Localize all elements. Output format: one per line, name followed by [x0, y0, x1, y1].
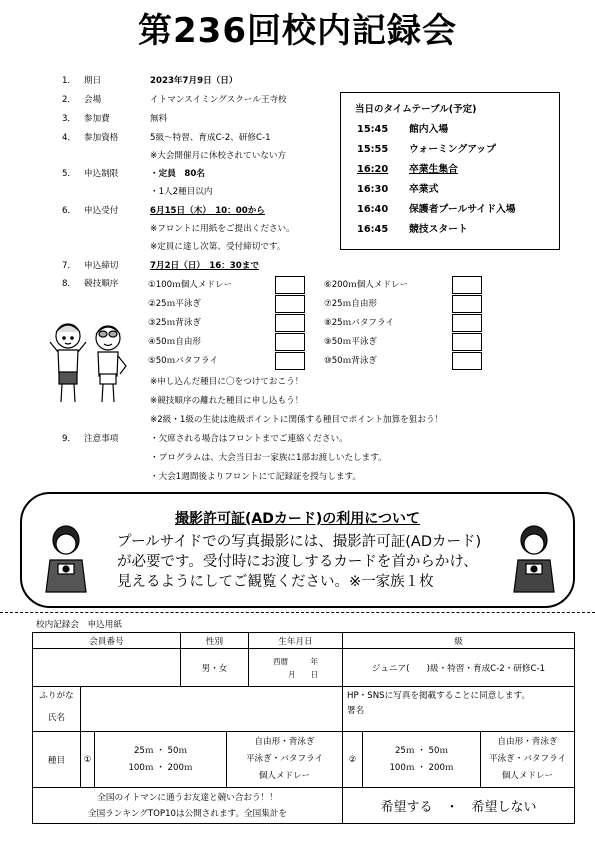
event-checkbox[interactable]: [275, 333, 305, 351]
banner-line: プールサイドでの写真撮影には、撮影許可証(ADカード): [117, 534, 482, 550]
event-item: ②25ｍ平泳ぎ: [148, 299, 202, 309]
note-accept-1: ※フロントに用紙をご提出ください。: [150, 224, 295, 234]
event-1-distance[interactable]: 25ｍ ・ 50ｍ 100ｍ ・ 200ｍ: [95, 732, 227, 788]
header-grade: 級: [343, 633, 575, 649]
timetable-box: [340, 92, 560, 250]
form-label: 校内記録会 申込用紙: [36, 620, 122, 630]
cut-line: [0, 612, 595, 613]
event-item: ⑧25ｍバタフライ: [324, 318, 394, 328]
grade-field[interactable]: ジュニア( )級・特習・育成C-2・研修C-1: [343, 649, 575, 687]
event-label: 種目: [33, 732, 81, 788]
note-caution-2: ・プログラムは、大会当日お一家族に1部お渡しいたします。: [150, 453, 387, 463]
event-checkbox[interactable]: [275, 276, 305, 294]
consent-text: HP・SNSに写真を掲載することに同意します。: [343, 687, 575, 704]
note-qualification: ※大会開催月に休校されていない方: [150, 151, 287, 161]
event-checkbox[interactable]: [275, 295, 305, 313]
staff-camera-right-icon: [506, 522, 564, 594]
timetable-row: 15:55 ウォーミングアップ: [357, 144, 496, 155]
event-checkbox[interactable]: [275, 314, 305, 332]
header-birthdate: 生年月日: [249, 633, 343, 649]
event-item: ⑩50ｍ背泳ぎ: [324, 356, 378, 366]
timetable-row: 16:40 保護者プールサイド入場: [357, 204, 516, 215]
application-form: [32, 632, 575, 824]
note-order-2: ※競技順序の離れた種目に申し込もう！: [150, 396, 304, 406]
furigana-label: ふりがな: [33, 687, 81, 704]
banner-line: が必要です。受付時にお渡しするカードを首からかけ、: [117, 554, 478, 570]
event-item: ④50ｍ自由形: [148, 337, 202, 347]
ranking-wish-option[interactable]: 希望する ・ 希望しない: [343, 788, 575, 824]
event-item: ⑨50ｍ平泳ぎ: [324, 337, 378, 347]
swimmer-kids-icon: [44, 316, 132, 408]
timetable-heading: 当日のタイムテーブル(予定): [355, 104, 477, 115]
name-field[interactable]: [81, 704, 343, 732]
note-caution-3: ・大会1週間後よりフロントにて記録証を授与します。: [150, 472, 362, 482]
note-limit: ・1人2種目以内: [150, 187, 213, 197]
event-1-style[interactable]: 自由形・背泳ぎ 平泳ぎ・バタフライ 個人メドレー: [227, 732, 343, 788]
event-checkbox[interactable]: [452, 314, 482, 332]
ranking-note: 全国のイトマンに通うお友達と競い合おう！！ 全国ランキングTOP10は公開されます。全国集計を: [33, 788, 343, 824]
timetable-row: 16:30 卒業式: [357, 184, 439, 195]
era-label: 西暦: [273, 656, 288, 666]
note-accept-2: ※定員に達し次第、受付締切です。: [150, 242, 286, 252]
timetable-row: 16:45 競技スタート: [357, 224, 468, 235]
event-2-distance[interactable]: 25ｍ ・ 50ｍ 100ｍ ・ 200ｍ: [363, 732, 481, 788]
event-item: ⑦25ｍ自由形: [324, 299, 378, 309]
gender-field[interactable]: 男・女: [181, 649, 249, 687]
event-item: ⑥200ｍ個人メドレー: [324, 280, 409, 290]
event-checkbox[interactable]: [452, 295, 482, 313]
event-item: ③25ｍ背泳ぎ: [148, 318, 202, 328]
event-checkbox[interactable]: [452, 333, 482, 351]
header-member-number: 会員番号: [33, 633, 181, 649]
note-order-3: ※2級・1級の生徒は進級ポイントに関係する種目でポイント加算を狙おう！: [150, 415, 444, 425]
furigana-field[interactable]: [81, 687, 343, 704]
staff-camera-left-icon: [36, 522, 94, 594]
signature-label: 署名: [347, 705, 365, 716]
member-number-field[interactable]: [33, 649, 181, 687]
event-1-number: ①: [81, 732, 95, 788]
event-checkbox[interactable]: [452, 276, 482, 294]
event-item: ①100ｍ個人メドレー: [148, 280, 233, 290]
birthdate-field[interactable]: 西暦 年 月 日: [249, 649, 343, 687]
event-2-style[interactable]: 自由形・背泳ぎ 平泳ぎ・バタフライ 個人メドレー: [481, 732, 575, 788]
name-label: 氏名: [33, 704, 81, 732]
signature-field[interactable]: [343, 704, 575, 732]
header-gender: 性別: [181, 633, 249, 649]
banner-title: 撮影許可証(ADカード)の利用について: [175, 511, 420, 527]
event-checkbox[interactable]: [452, 352, 482, 370]
timetable-row: 15:45 館内入場: [357, 124, 449, 135]
timetable-row: 16:20 卒業生集合: [357, 164, 458, 175]
note-order-1: ※申し込んだ種目に〇をつけておこう！: [150, 377, 304, 387]
banner-line: 見えるようにしてご観覧ください。※一家族１枚: [117, 574, 434, 590]
event-checkbox[interactable]: [275, 352, 305, 370]
event-2-number: ②: [343, 732, 363, 788]
page-title: 第236回校内記録会: [138, 11, 457, 51]
ad-card-banner: [20, 492, 575, 608]
event-item: ⑤50ｍバタフライ: [148, 356, 218, 366]
